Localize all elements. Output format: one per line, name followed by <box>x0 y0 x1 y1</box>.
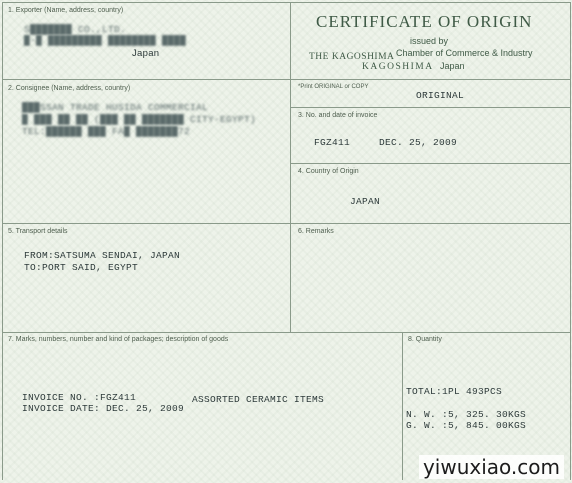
goods-label: 7. Marks, numbers, number and kind of packages; description of goods <box>8 336 229 343</box>
certificate-title: CERTIFICATE OF ORIGIN <box>316 12 533 31</box>
site-watermark: yiwuxiao.com <box>419 455 564 479</box>
exporter-country: Japan <box>132 48 160 59</box>
consignee-name: ███SSAN TRADE HUSIDA COMMERCIAL <box>22 102 209 113</box>
quantity-label: 8. Quantity <box>408 336 442 343</box>
original-value: ORIGINAL <box>416 90 465 101</box>
goods-invoice-date: INVOICE DATE: DEC. 25, 2009 <box>22 403 185 414</box>
goods-invoice-no: INVOICE NO. :FGZ411 <box>22 392 137 403</box>
transport-to: TO:PORT SAID, EGYPT <box>24 262 139 273</box>
issuer-chamber: Chamber of Commerce & Industry <box>396 48 533 58</box>
divider-center <box>290 2 291 332</box>
quantity-net-weight: N. W. :5, 325. 30KGS <box>406 409 527 420</box>
issued-by-label: issued by <box>410 36 449 46</box>
goods-description: ASSORTED CERAMIC ITEMS <box>192 394 325 405</box>
transport-from: FROM:SATSUMA SENDAI, JAPAN <box>24 250 181 261</box>
divider-quantity <box>402 332 403 480</box>
remarks-label: 6. Remarks <box>298 228 334 235</box>
border-top <box>2 2 570 3</box>
invoice-label: 3. No. and date of invoice <box>298 112 378 119</box>
original-copy-label: *Print ORIGINAL or COPY <box>298 84 369 90</box>
quantity-total: TOTAL:1PL 493PCS <box>406 386 503 397</box>
divider-row-transport <box>2 223 570 224</box>
divider-row-goods <box>2 332 570 333</box>
issuer-country: Japan <box>440 61 465 71</box>
consignee-phone: TEL:██████ ███ FA█ ███████72 <box>22 126 191 137</box>
country-origin-label: 4. Country of Origin <box>298 168 359 175</box>
invoice-date: DEC. 25, 2009 <box>379 137 458 148</box>
issuer-kagoshima: THE KAGOSHIMA <box>309 52 395 62</box>
exporter-label: 1. Exporter (Name, address, country) <box>8 7 124 14</box>
consignee-label: 2. Consignee (Name, address, country) <box>8 85 131 92</box>
divider-row1 <box>2 79 570 80</box>
country-origin-value: JAPAN <box>350 196 381 207</box>
exporter-name: S███████ CO.,LTD. <box>24 24 127 35</box>
quantity-gross-weight: G. W. :5, 845. 00KGS <box>406 420 527 431</box>
consignee-address: █ ███ ██ ██ (███ ██ ███████ CITY-EGYPT) <box>22 114 257 125</box>
border-left <box>2 2 3 480</box>
invoice-number: FGZ411 <box>314 137 351 148</box>
border-right <box>570 2 571 480</box>
divider-invoice <box>290 163 570 164</box>
exporter-address: █-█ █████████ ████████ ████ <box>24 35 187 46</box>
transport-label: 5. Transport details <box>8 228 68 235</box>
divider-original <box>290 107 570 108</box>
issuer-city: KAGOSHIMA <box>362 62 434 72</box>
